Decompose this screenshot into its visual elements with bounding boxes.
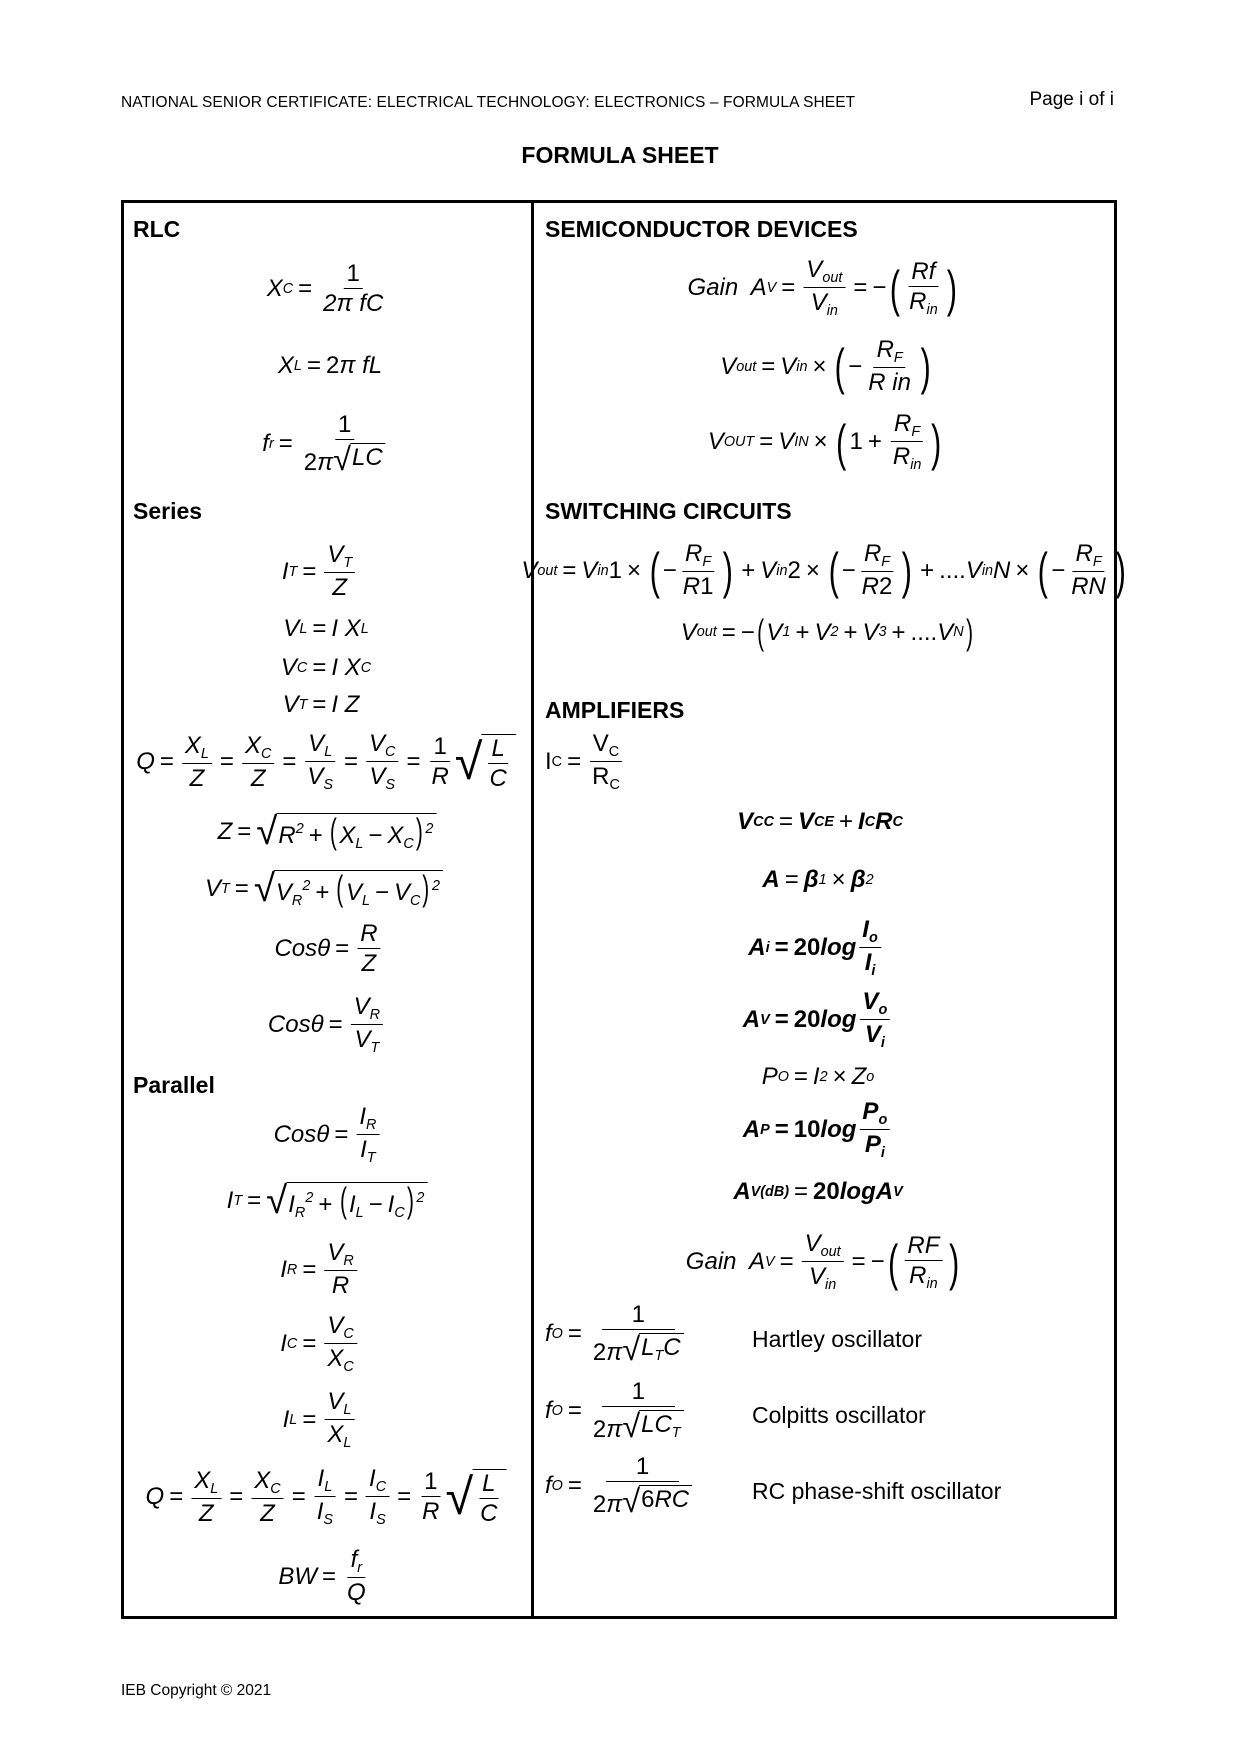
label-rc-phase-shift-oscillator: RC phase-shift oscillator: [752, 1478, 1002, 1504]
formula-vout-inverting: V out = V in × ( − $\frac{R_F}{\text{R in}}$ ): [720, 336, 931, 397]
formula-collector-current: I C = $\frac{V_C}{R_C}$: [545, 732, 626, 793]
footer-copyright: IEB Copyright © 2021: [121, 1682, 272, 1699]
formula-parallel-current: I T = √ $I_R^2 + (I_L - I_C)$ $^2$: [227, 1182, 428, 1220]
formula-current-gain-db: A i = 20 log $\frac{I_o}{I_i}$: [748, 918, 884, 979]
formula-voltage-gain-db: A V = 20 log $\frac{V_o}{V_i}$: [743, 990, 893, 1051]
formula-opamp-gain-inverting: Gain A V = $\frac{V_{out}}{V_{in}}$ = − ( $\frac{Rf}{R_{in}}$ ): [687, 256, 958, 320]
formula-bandwidth: BW = $\frac{f_r}{Q}$: [278, 1546, 366, 1607]
formula-vt: V T = I Z: [282, 691, 360, 718]
formula-total-gain: A = β 1 × β 2: [762, 866, 874, 893]
formula-gain-db: A V(dB) = 20 logA V: [733, 1178, 903, 1205]
formula-vcc: V CC = V CE + I C R C: [737, 808, 903, 835]
formula-il: I L = $\frac{V_L}{X_L}$: [283, 1390, 358, 1451]
formula-summing-amplifier: V out = V in 1 × ( − $\frac{R_F}{R1}$ ) + V in 2 × ( − $\frac{R_F}{R2}$ ) + .... V in N × ( − $\frac{R_F}{RN}$ ): [521, 540, 1126, 601]
formula-output-power: P O = I 2 × Z o: [761, 1063, 875, 1090]
formula-summing-output: V out = − ( V 1 + V 2 + V 3 + .... V N ): [680, 613, 973, 652]
formula-series-current: I T = $\frac{V_T}{Z}$: [282, 543, 358, 600]
formula-power-gain-db: A P = 10 log $\frac{P_o}{P_i}$: [743, 1100, 893, 1161]
formula-ic: I C = $\frac{V_C}{X_C}$: [280, 1314, 360, 1375]
page-title: FORMULA SHEET: [521, 142, 719, 168]
formula-series-voltage: V T = √ $V_R^2 + (V_L - V_C)$ $^2$: [205, 870, 443, 908]
formula-resonant-frequency: f r = 1 2π √ LC: [262, 413, 391, 475]
label-hartley-oscillator: Hartley oscillator: [752, 1326, 922, 1352]
formula-series-q-factor: Q = $\frac{X_L}{Z}$ = $\frac{X_C}{Z}$ = $\frac{V_L}{V_S}$ = $\frac{V_C}{V_S}$ = $\frac{1}{R}$ √ $\frac{L}{C}$: [136, 732, 516, 793]
page-number: Page i of i: [1029, 89, 1114, 110]
section-rlc: RLC: [133, 216, 181, 242]
formula-ir: I R = $\frac{V_R}{R}$: [280, 1241, 360, 1298]
formula-impedance: Z = √ $R^2 + (X_L - X_C)$ $^2$: [218, 813, 437, 851]
formula-opamp-gain: Gain A V = $\frac{V_{out}}{V_{in}}$ = − ( $\frac{RF}{R_{in}}$ ): [685, 1230, 959, 1294]
formula-parallel-q-factor: Q = $\frac{X_L}{Z}$ = $\frac{X_C}{Z}$ = $\frac{I_L}{I_S}$ = $\frac{I_C}{I_S}$ = $\frac{1}{R}$ √ $\frac{L}{C}$: [146, 1467, 507, 1528]
formula-colpitts: f O = 1 2π √ $LC_T$: [545, 1380, 690, 1442]
section-semiconductor-devices: SEMICONDUCTOR DEVICES: [545, 216, 858, 242]
section-amplifiers: AMPLIFIERS: [545, 697, 685, 723]
formula-power-factor-series-2: Cos θ = $\frac{V_R}{V_T}$: [268, 995, 386, 1056]
formula-hartley: f O = 1 2π √ $L_TC$: [545, 1303, 690, 1365]
section-parallel: Parallel: [133, 1072, 215, 1098]
formula-vl: V L = I X L: [283, 615, 369, 642]
formula-power-factor-series-1: Cos θ = $\frac{R}{Z}$: [274, 922, 383, 976]
formula-vout-non-inverting: V OUT = V IN × ( 1 + $\frac{R_F}{R_{in}}$ ): [707, 410, 941, 474]
formula-vc: V C = I X C: [280, 654, 372, 681]
label-colpitts-oscillator: Colpitts oscillator: [752, 1402, 926, 1428]
header-title: NATIONAL SENIOR CERTIFICATE: ELECTRICAL TECHNOLOGY: ELECTRONICS – FORMULA SHEET: [121, 94, 856, 111]
formula-capacitive-reactance: X C = $\frac{1}{\text{2π fC}}$: [266, 260, 384, 317]
formula-inductive-reactance: X L = 2 π fL: [277, 352, 383, 379]
formula-rc-phase-shift: f O = 1 2π √ 6RC: [545, 1455, 698, 1517]
column-divider: [531, 200, 534, 1619]
section-switching-circuits: SWITCHING CIRCUITS: [545, 498, 792, 524]
formula-power-factor-parallel: Cos θ = $\frac{I_R}{I_T}$: [274, 1105, 383, 1166]
section-series: Series: [133, 498, 203, 524]
